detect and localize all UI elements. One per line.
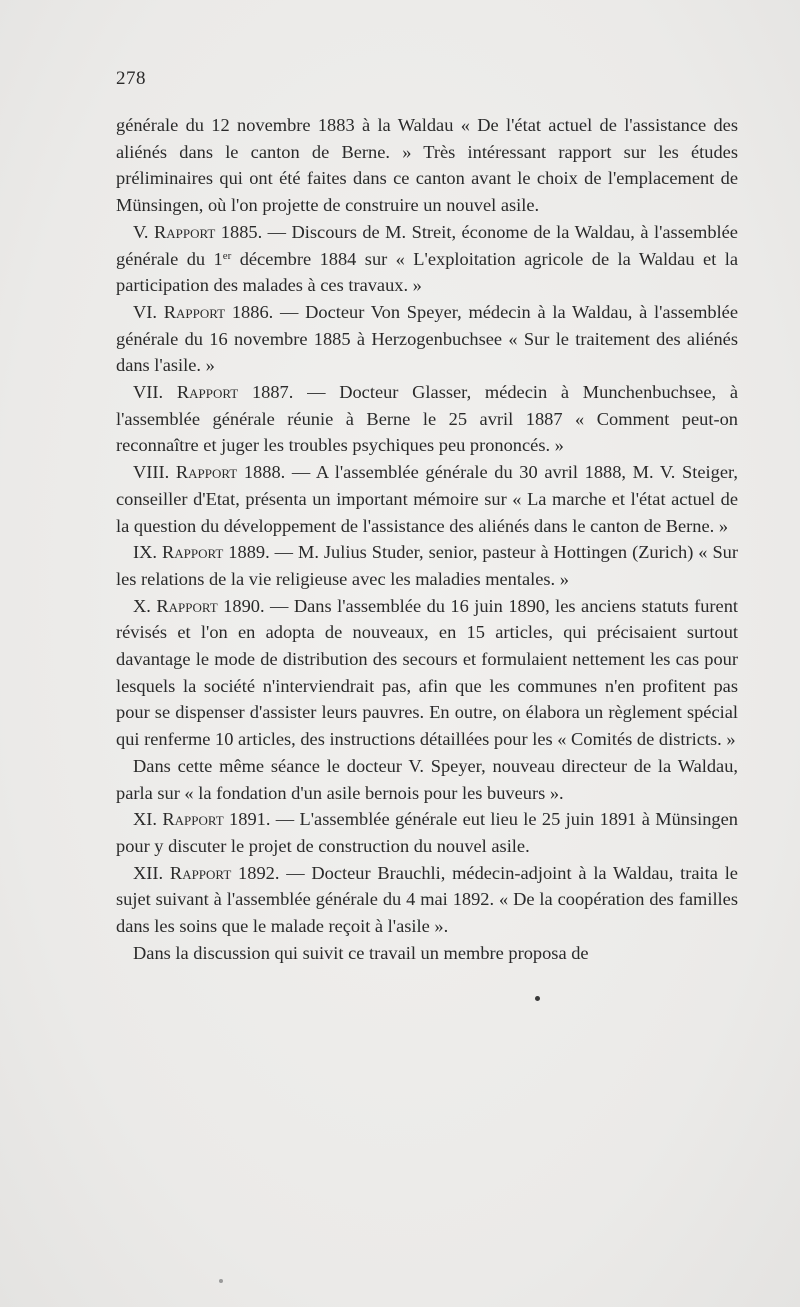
- section-label: Rapport: [161, 542, 224, 563]
- ink-speck: [535, 996, 540, 1001]
- paragraph-rapport-ix: [116, 539, 738, 592]
- paragraph-rapport-xii: [116, 860, 738, 940]
- paragraph-rapport-x: [116, 593, 738, 753]
- section-text: — Docteur Von Speyer, médecin à la Waldau, à l'assemblée générale du 16 novembre 1885 à Herzogenbuchsee « Sur le traitement des aliénés dans l'asile. »: [116, 301, 739, 376]
- section-text: — M. Julius Studer, senior, pasteur à Hottingen (Zurich) « Sur les relations de la vie religieuse avec les maladies mentales. »: [116, 542, 738, 589]
- section-year: 1892.: [238, 862, 280, 883]
- ink-speck: [219, 1279, 223, 1283]
- section-year: 1889.: [228, 542, 270, 563]
- paragraph-rapport-vii: [116, 379, 738, 459]
- paragraph-speyer: Dans cette même séance le docteur V. Speyer, nouveau directeur de la Waldau, parla sur « la fondation d'un asile bernois pour les buveurs ».: [116, 755, 738, 803]
- paragraph-intro: générale du 12 novembre 1883 à la Waldau « De l'état actuel de l'assistance des aliénés dans le canton de Berne. » Très intéressant rapport sur les études préliminaires qui ont été faites dans ce canton avant le choix de l'emplacement de Münsingen, où l'on projette de construire un nouvel asile.: [116, 115, 738, 216]
- section-label: Rapport: [169, 862, 232, 883]
- section-year: 1890.: [223, 595, 265, 616]
- section-year: 1891.: [229, 809, 271, 830]
- paragraph-rapport-viii: [116, 459, 738, 539]
- section-year: 1887.: [251, 382, 294, 403]
- section-numeral: V.: [133, 221, 149, 242]
- section-label: Rapport: [162, 809, 224, 830]
- section-text: — Discours de M. Streit, économe de la Waldau, à l'assemblée générale du 1: [116, 221, 738, 269]
- section-numeral: VIII.: [133, 462, 170, 483]
- section-text: — A l'assemblée générale du 30 avril 1888, M. V. Steiger, conseiller d'Etat, présenta un important mémoire sur « La marche et l'état actuel de la question du développement de l'assistance des aliénés dans le canton de Berne. »: [116, 462, 738, 536]
- paragraph-rapport-v: [116, 219, 738, 299]
- paragraph-discussion: Dans la discussion qui suivit ce travail un membre proposa de: [133, 942, 589, 963]
- section-label: Rapport: [175, 462, 238, 483]
- section-numeral: VII.: [133, 382, 164, 403]
- section-numeral: VI.: [133, 301, 158, 322]
- section-text: décembre 1884 sur « L'exploitation agricole de la Waldau et la participation des malades à ces travaux. »: [116, 248, 739, 296]
- page-number: 278: [116, 68, 146, 89]
- body-text: [116, 112, 738, 967]
- section-label: Rapport: [156, 595, 218, 616]
- section-numeral: X.: [133, 595, 151, 616]
- section-label: Rapport: [163, 301, 226, 322]
- section-label: Rapport: [176, 382, 239, 403]
- section-numeral: XII.: [133, 862, 164, 883]
- section-text: — Dans l'assemblée du 16 juin 1890, les anciens statuts furent révisés et l'on en adopta de nouveaux, en 15 articles, qui précisaient surtout davantage le mode de distribution des secours et formulaient nettement les cas pour lesquels la société n'interviendrait pas, afin que les communes n'en profitent pas pour se dispenser d'assister leurs pauvres. En outre, on élabora un règlement spécial qui renferme 10 articles, des instructions détaillées pour les « Comités de districts. »: [116, 595, 739, 750]
- paragraph-rapport-vi: [116, 299, 738, 379]
- section-text: — L'assemblée générale eut lieu le 25 juin 1891 à Münsingen pour y discuter le projet de construction du nouvel asile.: [116, 809, 738, 856]
- paragraph-rapport-xi: [116, 806, 738, 859]
- section-year: 1885.: [220, 221, 263, 242]
- section-numeral: IX.: [133, 542, 158, 563]
- superscript: er: [222, 249, 232, 262]
- section-year: 1888.: [243, 462, 286, 483]
- section-year: 1886.: [231, 301, 274, 322]
- section-text: — Docteur Brauchli, médecin-adjoint à la Waldau, traita le sujet suivant à l'assemblée générale du 4 mai 1892. « De la coopération des familles dans les soins que le malade reçoit à l'asile ».: [116, 862, 738, 937]
- section-label: Rapport: [153, 221, 216, 242]
- section-text: — Docteur Glasser, médecin à Munchenbuchsee, à l'assemblée générale réunie à Berne le 25 avril 1887 « Comment peut-on reconnaître et juger les troubles psychiques peu prononcés. »: [116, 382, 738, 456]
- section-numeral: XI.: [133, 809, 158, 830]
